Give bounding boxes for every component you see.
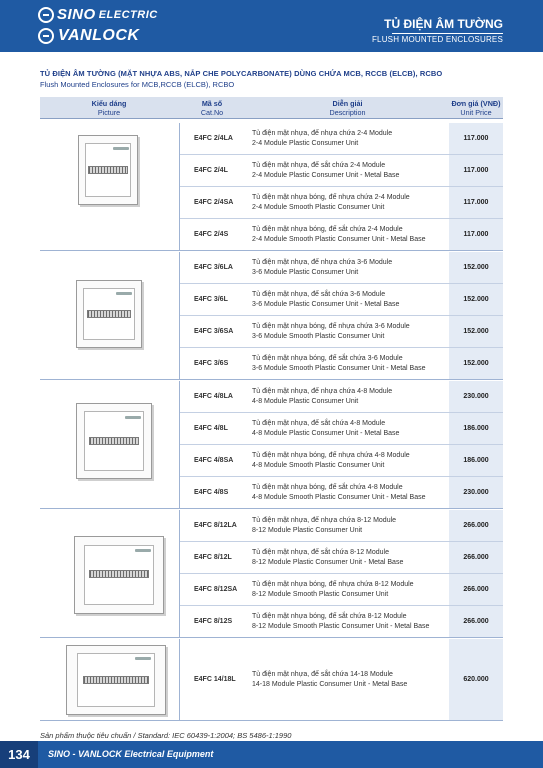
product-group-3-6 — [40, 252, 503, 380]
table-row: E4FC 8/12SA Tủ điện mặt nhựa bóng, đế nhựa chứa 8-12 Module 8-12 Module Smooth Plastic Consumer Unit 266.000 — [180, 574, 503, 606]
product-group-2-4 — [40, 123, 503, 251]
brand-electric: ELECTRIC — [98, 8, 158, 21]
enclosure-image — [76, 403, 152, 479]
product-picture-cell — [40, 252, 180, 379]
table-row: E4FC 4/8S Tủ điện mặt nhựa bóng, đế sắt chứa 4-8 Module 4-8 Module Smooth Plastic Consumer Unit - Metal Base 230.000 — [194, 484, 489, 501]
vanlock-logo — [38, 27, 139, 45]
product-group-14-18 — [40, 639, 503, 721]
enclosure-image — [66, 645, 166, 715]
table-row: E4FC 3/6L Tủ điện mặt nhựa, đế sắt chứa 3-6 Module 3-6 Module Plastic Consumer Unit - Metal Base 152.000 — [180, 284, 503, 316]
page-header — [0, 0, 543, 52]
table-row: E4FC 4/8SA Tủ điện mặt nhựa bóng, đế nhựa chứa 4-8 Module 4-8 Module Smooth Plastic Consumer Unit 186.000 — [180, 445, 503, 477]
table-header — [40, 97, 503, 119]
table-row: E4FC 3/6LA Tủ điện mặt nhựa, đế nhựa chứa 3-6 Module 3-6 Module Plastic Consumer Unit 152.000 — [180, 252, 503, 284]
table-row: E4FC 2/4S Tủ điện mặt nhựa bóng, đế sắt chứa 2-4 Module 2-4 Module Smooth Plastic Consumer Unit - Metal Base 117.000 — [194, 226, 489, 243]
table-row: E4FC 4/8L Tủ điện mặt nhựa, đế sắt chứa 4-8 Module 4-8 Module Plastic Consumer Unit - Metal Base 186.000 — [180, 413, 503, 445]
product-picture-cell — [40, 123, 180, 250]
table-row: E4FC 8/12LA Tủ điện mặt nhựa, đế nhựa chứa 8-12 Module 8-12 Module Plastic Consumer Unit 266.000 — [180, 510, 503, 542]
product-group-8-12 — [40, 510, 503, 638]
enclosure-image — [74, 536, 164, 614]
product-picture-cell — [40, 639, 180, 720]
header-description: Diễn giải Description — [329, 99, 366, 117]
page-footer — [0, 741, 543, 768]
product-picture-cell — [40, 510, 180, 637]
table-row: E4FC 3/6S Tủ điện mặt nhựa bóng, đế sắt chứa 3-6 Module 3-6 Module Smooth Plastic Consumer Unit - Metal Base 152.000 — [194, 355, 489, 372]
table-row: E4FC 14/18L Tủ điện mặt nhựa, đế sắt chứa 14-18 Module 14-18 Module Plastic Consumer Unit - Metal Base 620.000 — [194, 671, 489, 688]
table-row: E4FC 3/6SA Tủ điện mặt nhựa bóng, đế nhựa chứa 3-6 Module 3-6 Module Smooth Plastic Consumer Unit 152.000 — [180, 316, 503, 348]
header-title-en: FLUSH MOUNTED ENCLOSURES — [371, 35, 503, 44]
standard-note: Sản phẩm thuộc tiêu chuẩn / Standard: IEC 60439-1:2004; BS 5486-1:1990 — [40, 731, 292, 740]
header-cat-no: Mã số Cat.No — [200, 99, 224, 117]
table-row: E4FC 4/8LA Tủ điện mặt nhựa, đế nhựa chứa 4-8 Module 4-8 Module Plastic Consumer Unit 230.000 — [180, 381, 503, 413]
page-number: 134 — [0, 741, 38, 768]
table-row: E4FC 8/12L Tủ điện mặt nhựa, đế sắt chứa 8-12 Module 8-12 Module Plastic Consumer Unit - Metal Base 266.000 — [180, 542, 503, 574]
enclosure-image — [76, 280, 142, 348]
brand-sino: SINO — [57, 6, 96, 23]
product-picture-cell — [40, 381, 180, 508]
footer-text: SINO - VANLOCK Electrical Equipment — [48, 749, 214, 759]
table-row: E4FC 2/4L Tủ điện mặt nhựa, đế sắt chứa 2-4 Module 2-4 Module Plastic Consumer Unit - Metal Base 117.000 — [180, 155, 503, 187]
brand-vanlock: VANLOCK — [58, 27, 140, 44]
table-row: E4FC 2/4LA Tủ điện mặt nhựa, đế nhựa chứa 2-4 Module 2-4 Module Plastic Consumer Unit 117.000 — [180, 123, 503, 155]
vanlock-logo-icon — [38, 28, 54, 44]
sino-logo-icon — [38, 7, 54, 23]
table-row: E4FC 8/12S Tủ điện mặt nhựa bóng, đế sắt chứa 8-12 Module 8-12 Module Smooth Plastic Consumer Unit - Metal Base 266.000 — [194, 613, 489, 630]
enclosure-image — [78, 135, 138, 205]
section-subtitle: Flush Mounted Enclosures for MCB,RCCB (ELCB), RCBO — [40, 80, 235, 89]
header-title-divider — [392, 33, 503, 34]
header-picture: Kiểu dáng Picture — [91, 99, 127, 117]
sino-logo — [38, 6, 158, 23]
section-title: TỦ ĐIỆN ÂM TƯỜNG (MẶT NHỰA ABS, NẮP CHE POLYCARBONATE) DÙNG CHỨA MCB, RCCB (ELCB), RCBO — [40, 69, 443, 78]
header-title-vn: TỦ ĐIỆN ÂM TƯỜNG — [384, 17, 503, 31]
header-unit-price: Đơn giá (VNĐ) Unit Price — [451, 99, 501, 117]
product-group-4-8 — [40, 381, 503, 509]
table-row: E4FC 2/4SA Tủ điện mặt nhựa bóng, đế nhựa chứa 2-4 Module 2-4 Module Smooth Plastic Consumer Unit 117.000 — [180, 187, 503, 219]
